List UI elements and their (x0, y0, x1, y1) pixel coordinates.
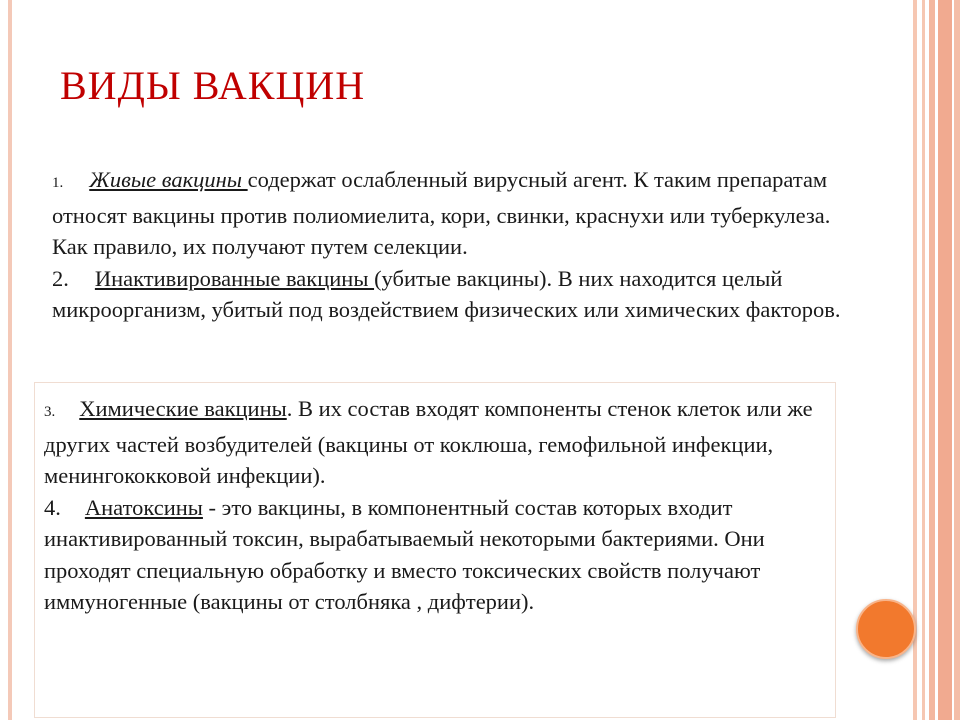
item-3-term: Химические вакцины (79, 396, 287, 421)
orange-circle-decoration (856, 599, 916, 659)
item-1-text: содержат ослабленный вирусный агент. К таким препаратам относят вакцины против полиомиелита, кори, свинки, краснухи или туберкулеза. Как правило, их получают путем селекции. (52, 167, 831, 259)
item-2-number: 2. (52, 265, 69, 291)
paragraph-chemical-toxoids (44, 393, 824, 618)
item-2-text: (убитые вакцины). В них находится целый микроорганизм, убитый под воздействием физических или химических факторов. (52, 265, 841, 322)
stripe (938, 0, 952, 720)
item-4-text: - это вакцины, в компонентный состав которых входит инактивированный токсин, вырабатываемый некоторыми бактериями. Они проходят специальную обработку и вместо токсических свойств получают иммуногенные (вакцины от столбняка , дифтерии). (44, 494, 765, 614)
paragraph-live-inactivated (52, 164, 852, 326)
stripe (929, 0, 935, 720)
stripe (922, 0, 925, 720)
decorative-stripes (912, 0, 960, 720)
item-1-term: Живые вакцины (89, 167, 248, 192)
text-box (34, 382, 836, 718)
item-3-number: 3. (44, 404, 56, 420)
item-2-term: Инактивированные вакцины (94, 265, 375, 291)
stripe (913, 0, 917, 720)
item-3-text: . В их состав входят компоненты стенок клеток или же других частей возбудителей (вакцины от коклюша, гемофильной инфекции, менингококковой инфекции). (44, 396, 813, 488)
item-4-term: Анатоксины (84, 494, 203, 520)
slide-title: ВИДЫ ВАКЦИН (60, 63, 366, 108)
left-border-line (8, 0, 12, 720)
stripe (954, 0, 960, 720)
item-1-number: 1. (52, 175, 64, 191)
item-4-number: 4. (44, 494, 61, 520)
